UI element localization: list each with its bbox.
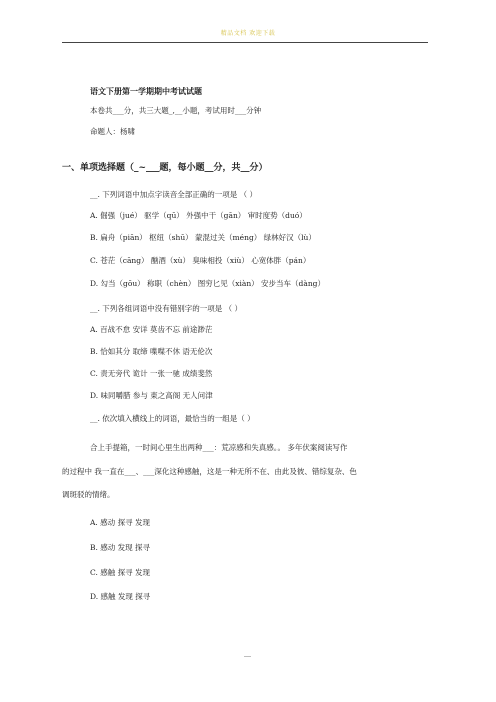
question-1-option-c: C. 苍茫（cāng） 酗酒（xù） 臭味相投（xiù） 心宽体胖（pán） bbox=[90, 256, 311, 265]
question-1-option-b: B. 扁舟（piān） 枢纽（shū） 蒙混过关（méng） 绿林好汉（lù） bbox=[90, 233, 316, 242]
question-1-option-a: A. 倔强（jué） 驱学（qū） 外强中干（gān） 审时度势（duó） bbox=[90, 211, 307, 220]
question-3-stem: __. 依次填入横线上的词语，最恰当的一组是（ ） bbox=[90, 414, 255, 423]
question-3-option-d: D. 感触 发现 探寻 bbox=[90, 592, 151, 601]
section-heading: 一、单项选择题（_~___题，每小题__分，共__分） bbox=[62, 163, 268, 173]
exam-title: 语文下册第一学期期中考试试题 bbox=[90, 86, 202, 96]
question-3-passage-line: 的过程中 我一直在___、___深化这种感触，这是一种无所不在、由此及彼、错综复杂、色 bbox=[62, 467, 357, 476]
question-1-stem: __. 下列词语中加点字读音全部正确的一项是 （ ） bbox=[90, 190, 258, 199]
author-line: 命题人：杨啸 bbox=[90, 127, 135, 136]
question-3-option-a: A. 感动 探寻 发现 bbox=[90, 518, 150, 527]
header-divider bbox=[62, 42, 428, 43]
question-3-option-b: B. 感动 发现 探寻 bbox=[90, 543, 151, 552]
question-3-option-c: C. 感触 探寻 发现 bbox=[90, 568, 151, 577]
page-header: 精品文档 欢迎下载 bbox=[220, 30, 276, 37]
question-2-option-a: A. 百战不怠 安详 莫齿不忘 前途渺茫 bbox=[90, 325, 213, 334]
page-number: __ bbox=[244, 649, 251, 657]
question-3-passage-line: 调斑驳的情绪。 bbox=[62, 490, 115, 499]
question-2-option-c: C. 责无旁代 诡计 一张一驰 成绩斐然 bbox=[90, 369, 213, 378]
question-2-stem: __. 下列各组词语中没有错别字的一项是 （ ） bbox=[90, 304, 243, 313]
exam-info-line: 本卷共___分，共三大题_,__小题，考试用时___分钟 bbox=[90, 106, 262, 115]
question-2-option-b: B. 恰如其分 取缔 喋喋不休 语无伦次 bbox=[90, 347, 213, 356]
question-1-option-d: D. 勾当（gōu） 称职（chèn） 图穷匕见（xiàn） 安步当车（dàng） bbox=[90, 279, 325, 288]
question-3-passage-line: 合上手提箱，一时间心里生出两种___：荒凉感和失真感。。 多年伏案阅读写作 bbox=[90, 443, 348, 452]
question-2-option-d: D. 味同嚼腊 参与 東之高阁 无人问津 bbox=[90, 391, 213, 400]
